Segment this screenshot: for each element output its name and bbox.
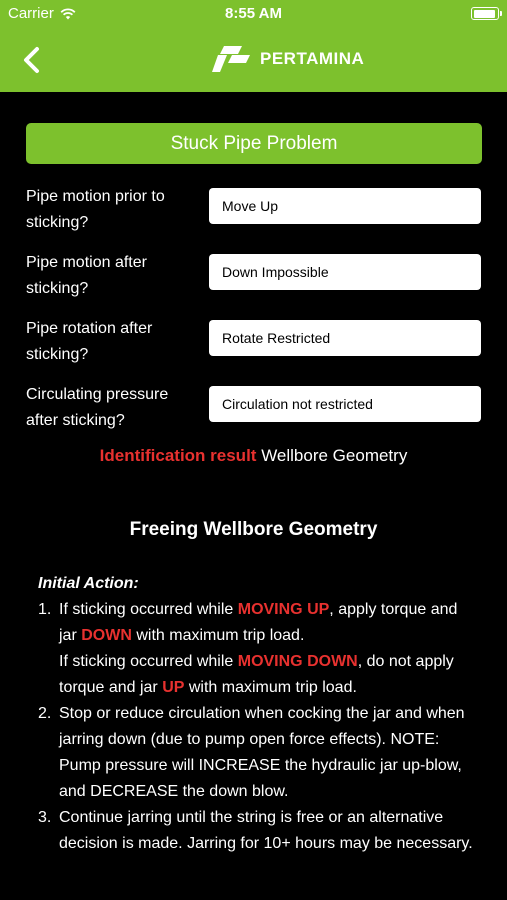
question-row bbox=[26, 382, 482, 442]
battery-icon bbox=[471, 7, 499, 20]
step-paragraph: If sticking occurred while MOVING UP, apply torque and jar DOWN with maximum trip load. bbox=[59, 601, 458, 644]
carrier-label: Carrier bbox=[8, 5, 54, 22]
instructions bbox=[38, 571, 478, 857]
question-label: Pipe motion after sticking? bbox=[26, 254, 147, 297]
question-label: Circulating pressure after sticking? bbox=[26, 386, 169, 429]
step-number: 2. bbox=[38, 705, 52, 722]
section-title: Freeing Wellbore Geometry bbox=[129, 519, 378, 540]
identification-result bbox=[0, 446, 507, 466]
answer-field[interactable]: Move Up bbox=[209, 188, 481, 224]
emphasis-text: UP bbox=[162, 679, 185, 696]
answer-field[interactable]: Rotate Restricted bbox=[209, 320, 481, 356]
steps-list bbox=[38, 597, 478, 857]
list-item bbox=[38, 597, 478, 701]
logo-text: PERTAMINA bbox=[260, 49, 365, 68]
list-item bbox=[38, 701, 478, 805]
emphasis-text: MOVING DOWN bbox=[237, 653, 358, 670]
question-row bbox=[26, 184, 482, 244]
question-label: Pipe rotation after sticking? bbox=[26, 320, 153, 363]
emphasis-text: MOVING UP bbox=[237, 601, 330, 618]
question-row bbox=[26, 250, 482, 310]
step-number: 3. bbox=[38, 809, 52, 826]
step-text: Stop or reduce circulation when cocking the jar and when jarring down (due to pump open force effects). NOTE: Pump pressure will INCREASE the hydraulic jar up-blow, and DECREASE the down blow. bbox=[59, 705, 465, 800]
step-text: Continue jarring until the string is free or an alternative decision is made. Jarring for 10+ hours may be necessary. bbox=[59, 809, 473, 852]
chevron-left-icon[interactable] bbox=[18, 44, 46, 76]
pertamina-logo-icon bbox=[212, 44, 256, 74]
step-number: 1. bbox=[38, 601, 52, 618]
question-label: Pipe motion prior to sticking? bbox=[26, 188, 165, 231]
status-time: 8:55 AM bbox=[225, 5, 282, 22]
status-bar bbox=[0, 0, 507, 28]
result-label: Identification result bbox=[99, 446, 257, 465]
stuck-pipe-problem-button[interactable]: Stuck Pipe Problem bbox=[26, 123, 482, 164]
initial-action-heading: Initial Action: bbox=[38, 575, 139, 592]
step-paragraph: If sticking occurred while MOVING DOWN, do not apply torque and jar UP with maximum trip load. bbox=[59, 653, 454, 696]
result-value: Wellbore Geometry bbox=[261, 446, 408, 465]
answer-field[interactable]: Down Impossible bbox=[209, 254, 481, 290]
pertamina-logo bbox=[212, 44, 364, 74]
question-row bbox=[26, 316, 482, 376]
answer-field[interactable]: Circulation not restricted bbox=[209, 386, 481, 422]
nav-bar bbox=[0, 28, 507, 92]
emphasis-text: DOWN bbox=[81, 627, 132, 644]
list-item bbox=[38, 805, 478, 857]
